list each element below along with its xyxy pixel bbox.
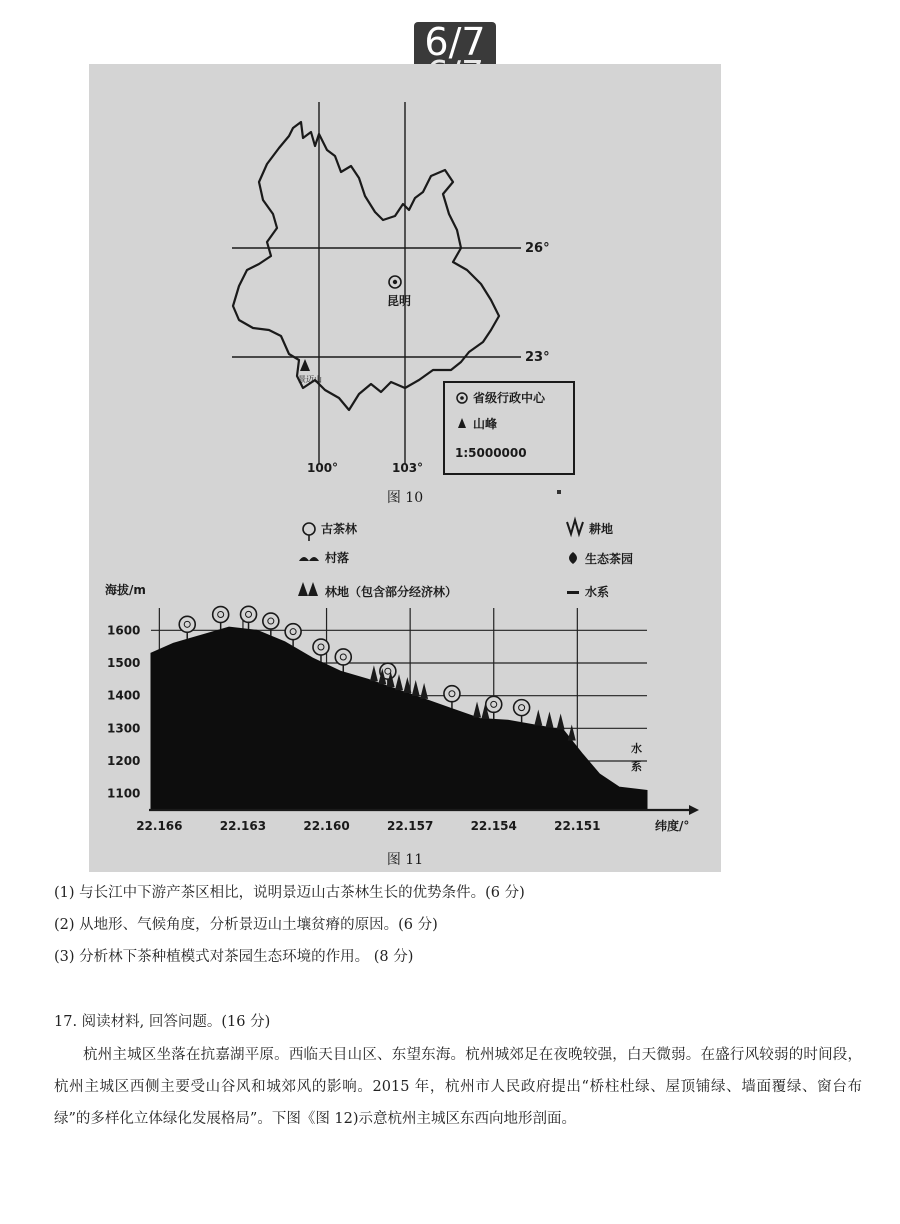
question-3: (3) 分析林下茶种植模式对茶园生态环境的作用。 (8 分) [54, 949, 414, 965]
peak-label-jingmai: 景迈山 [298, 375, 322, 384]
y-tick-label: 1100 [107, 786, 141, 801]
tea-tree-icon [213, 607, 229, 630]
village-legend-icon [299, 557, 319, 561]
scan-speck [557, 490, 561, 494]
forest-tree-icon [412, 680, 420, 696]
kunming-marker [389, 276, 401, 288]
scanned-figure [89, 64, 721, 872]
x-tick-label: 22.166 [136, 819, 183, 833]
q17-title: 17. 阅读材料, 回答问题。(16 分) [54, 1014, 271, 1030]
legend-eco-garden: 生态茶园 [585, 552, 634, 566]
fig11-caption: 图 11 [386, 852, 424, 868]
x-tick-label: 22.154 [470, 819, 517, 833]
legend-scale: 1:5000000 [455, 446, 527, 460]
question-1: (1) 与长江中下游产茶区相比，说明景迈山古茶林生长的优势条件。(6 分) [54, 885, 525, 901]
lon-label-103: 103° [392, 461, 424, 475]
fig10-caption: 图 10 [386, 490, 424, 506]
water-legend-icon [567, 591, 579, 594]
fig10-legend-box [444, 382, 574, 474]
fig11-legend [298, 520, 633, 599]
water-label-1: 水 [631, 742, 642, 755]
x-axis-arrow-icon [689, 805, 699, 815]
eco-garden-legend-icon [567, 552, 579, 564]
tea-tree-icon [263, 613, 279, 636]
y-tick-label: 1600 [107, 623, 141, 638]
forest-tree-icon [395, 674, 403, 690]
chart-profile [151, 627, 647, 810]
chart-x-ticks [136, 819, 600, 833]
water-label-2: 系 [631, 760, 642, 773]
peak-marker-icon [300, 359, 310, 371]
legend-peak: 山峰 [473, 417, 498, 431]
tea-forest-legend-icon [303, 523, 315, 535]
question-2: (2) 从地形、气候角度，分析景迈山土壤贫瘠的原因。(6 分) [54, 917, 438, 933]
x-tick-label: 22.160 [303, 819, 350, 833]
terrain-area [151, 627, 647, 810]
tea-tree-icon [179, 616, 195, 639]
figures-svg [89, 64, 721, 872]
legend-water: 水系 [585, 585, 610, 599]
x-tick-label: 22.157 [386, 819, 434, 833]
tea-tree-icon [444, 686, 460, 709]
x-tick-label: 22.163 [219, 819, 267, 833]
legend-village: 村落 [325, 551, 350, 565]
forest-tree-icon [370, 665, 378, 681]
page-indicator-current: 6/7 [424, 20, 486, 64]
peak-legend-icon [458, 418, 466, 428]
forest-tree-icon [545, 712, 553, 728]
legend-forest: 林地（包含部分经济林） [325, 585, 458, 599]
tea-tree-icon [335, 649, 351, 672]
chart-xlabel: 纬度/° [655, 819, 690, 833]
lat-label-26: 26° [525, 241, 550, 256]
forest-tree-icon [568, 724, 576, 740]
province-outline [233, 122, 499, 410]
forest-legend-icon [298, 582, 308, 596]
city-label-kunming: 昆明 [387, 294, 412, 308]
chart-y-ticks [107, 623, 140, 800]
forest-tree-icon [473, 702, 481, 718]
lat-label-23: 23° [525, 350, 550, 365]
legend-farmland: 耕地 [589, 522, 614, 536]
y-tick-label: 1300 [107, 721, 141, 736]
y-tick-label: 1200 [107, 754, 141, 768]
y-tick-label: 1500 [107, 656, 141, 670]
forest-tree-icon [557, 713, 565, 729]
forest-tree-icon [420, 683, 428, 699]
legend-capital: 省级行政中心 [473, 391, 546, 405]
tea-tree-icon [514, 700, 530, 723]
y-tick-label: 1400 [107, 688, 141, 703]
forest-tree-icon [534, 710, 542, 726]
fig10-map [232, 102, 521, 464]
lon-label-100: 100° [307, 461, 339, 475]
x-tick-label: 22.151 [554, 819, 601, 833]
legend-tea-forest: 古茶林 [321, 522, 358, 536]
chart-ylabel: 海拔/m [105, 583, 146, 597]
q17-material: 杭州主城区坐落在抗嘉湖平原。西临天目山区、东望东海。杭州城郊足在夜晚较强，白天微弱。在盛行风较弱的时间段，杭州主城区西侧主要受山谷风和城郊风的影响。2015 年，杭州市人民政府提出“桥柱杜绿、屋顶铺绿、墙面覆绿、窗台布绿”的多样化立体绿化发展格局”。下图《图 12)示意杭州主城区东西向地形剖面。 [54, 1047, 862, 1127]
farmland-legend-icon [567, 520, 583, 534]
